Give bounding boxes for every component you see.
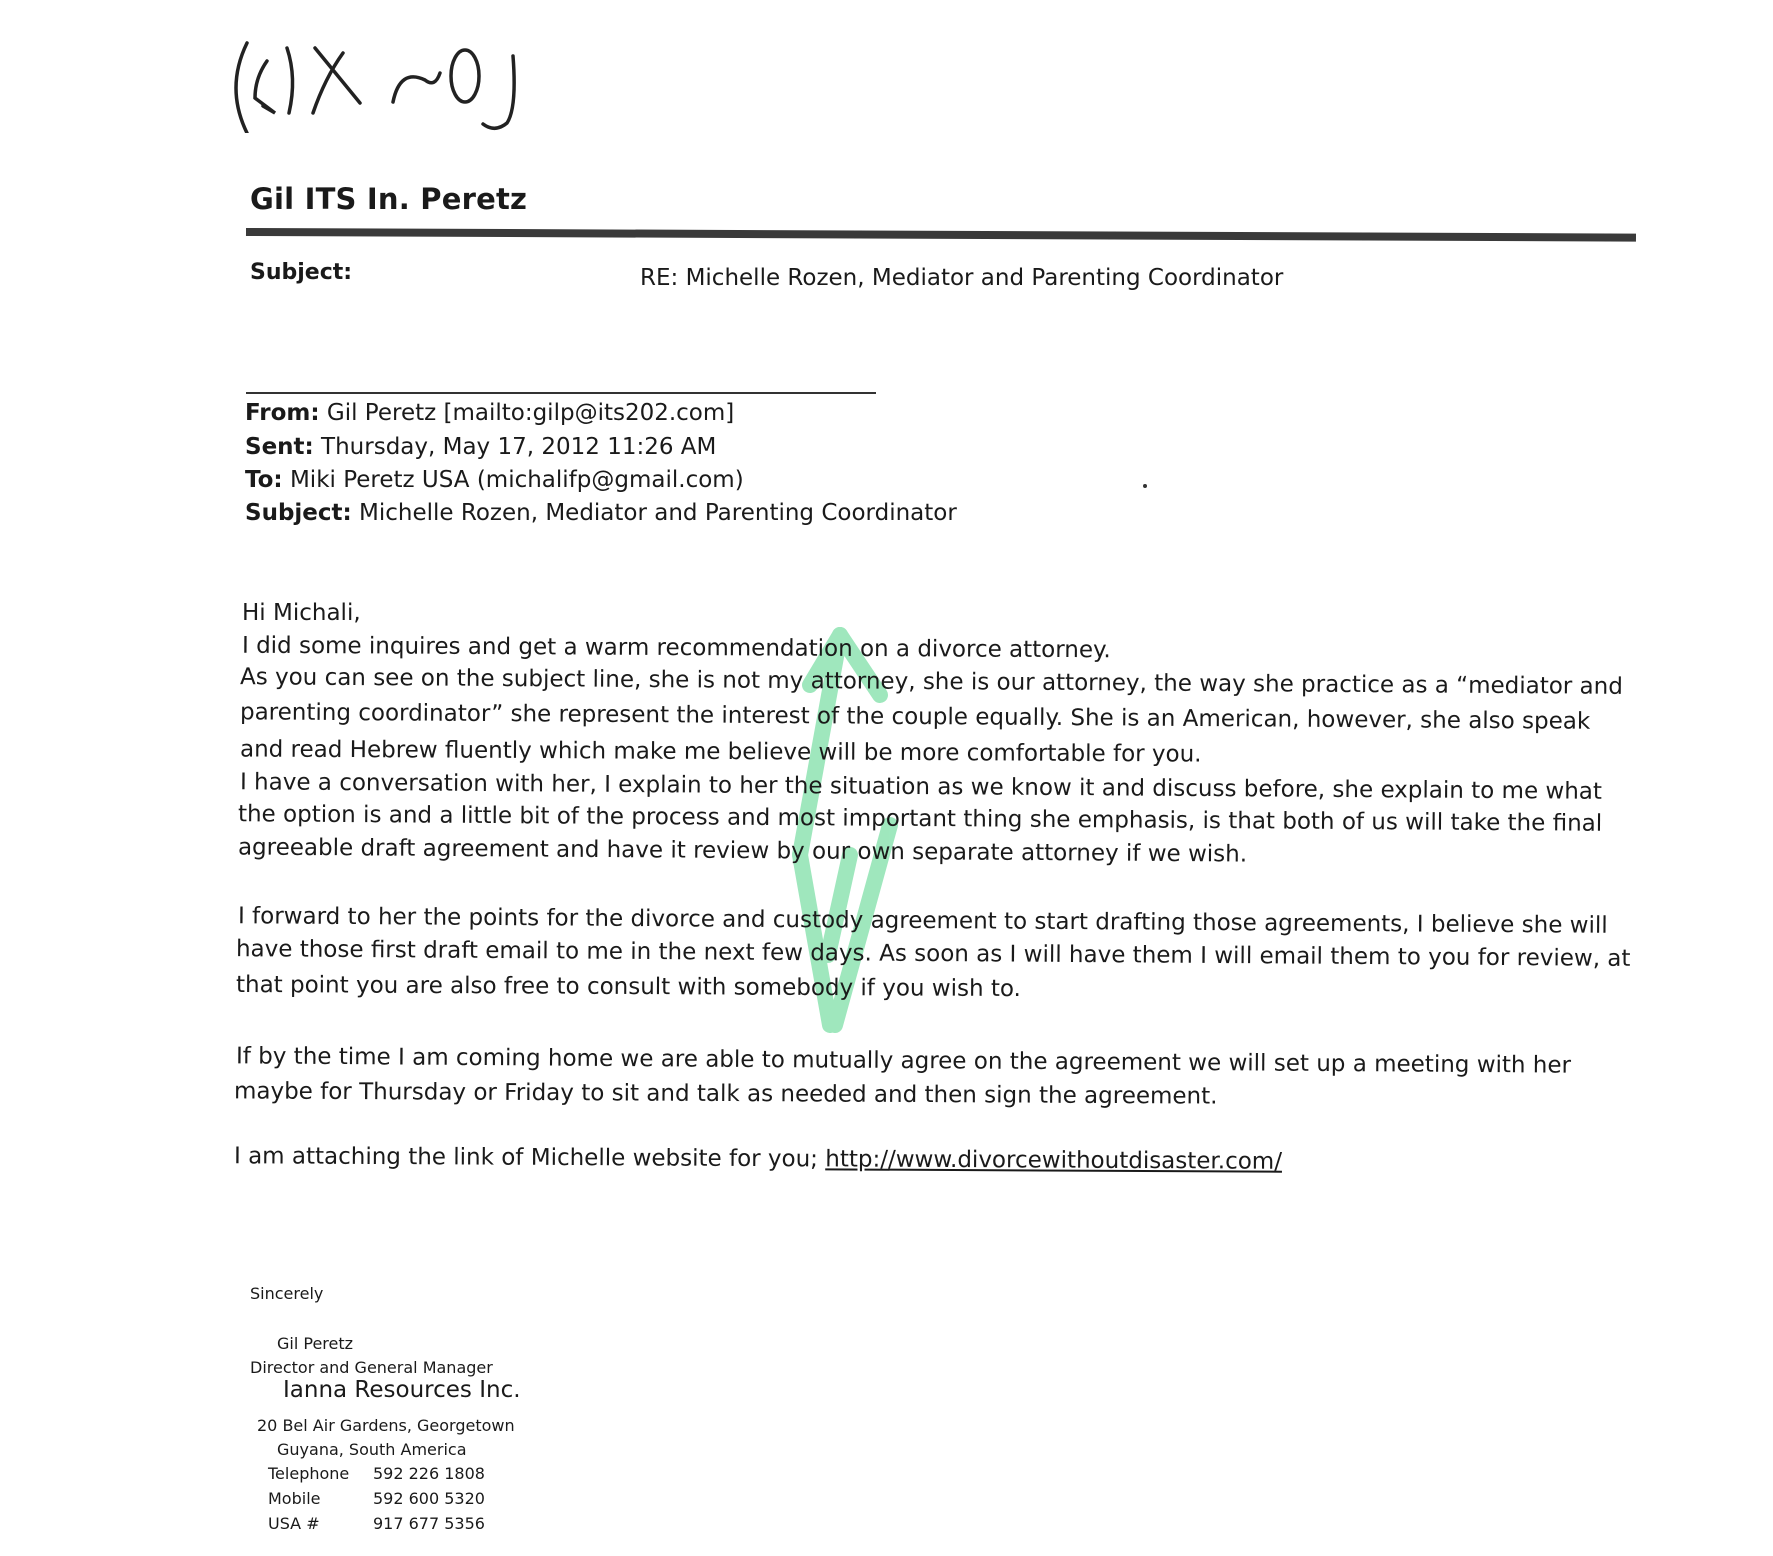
closing-line — [234, 1141, 1282, 1176]
fwd-subject-value: Michelle Rozen, Mediator and Parenting Coordinator — [359, 500, 957, 526]
fwd-subject-line — [245, 496, 957, 530]
body-line: have those first draft email to me in the next few days. As soon as I will have them I will email them to you for review, at — [235, 936, 1631, 972]
signer-name: Gil Peretz — [277, 1334, 354, 1353]
phone-label: Mobile — [268, 1489, 321, 1508]
subject-value: RE: Michelle Rozen, Mediator and Parenting Coordinator — [640, 265, 1284, 291]
phone-number: 917 677 5356 — [373, 1514, 485, 1533]
body-line: maybe for Thursday or Friday to sit and talk as needed and then sign the agreement. — [233, 1078, 1218, 1110]
body-line: I did some inquires and get a warm recommendation on a divorce attorney. — [241, 632, 1111, 664]
sent-value: Thursday, May 17, 2012 11:26 AM — [321, 434, 717, 460]
phone-label: Telephone — [268, 1464, 350, 1483]
title-divider — [246, 228, 1636, 242]
phone-row-telephone — [268, 1462, 485, 1486]
body-line: parenting coordinator” she represent the interest of the couple equally. She is an American, however, she also speak — [239, 699, 1591, 735]
forward-divider — [246, 392, 876, 394]
scan-speck — [1143, 484, 1147, 488]
body-line: and read Hebrew fluently which make me believe will be more comfortable for you. — [239, 736, 1202, 768]
body-line: As you can see on the subject line, she is not my attorney, she is our attorney, the way she practice as a “mediator and — [239, 664, 1623, 700]
phone-label: USA # — [268, 1514, 320, 1533]
body-line: I have a conversation with her, I explain to her the situation as we know it and discuss before, she explain to me what — [239, 769, 1603, 805]
body-line: agreeable draft agreement and have it review by our own separate attorney if we wish. — [237, 834, 1248, 868]
link-intro: I am attaching the link of Michelle website for you; — [233, 1143, 819, 1173]
greeting: Hi Michali, — [242, 600, 361, 626]
address-line-1: 20 Bel Air Gardens, Georgetown — [257, 1416, 515, 1435]
phone-row-usa — [268, 1512, 485, 1536]
body-line: I forward to her the points for the divorce and custody agreement to start drafting those agreements, I believe she will — [237, 903, 1608, 939]
from-value: Gil Peretz [mailto:gilp@its202.com] — [326, 400, 735, 426]
body-line: If by the time I am coming home we are able to mutually agree on the agreement we will set up a meeting with her — [235, 1043, 1572, 1079]
address-line-2: Guyana, South America — [277, 1440, 467, 1459]
body-line: that point you are also free to consult with somebody if you wish to. — [235, 971, 1021, 1003]
sent-line — [245, 430, 716, 464]
to-line — [245, 463, 744, 497]
from-line — [245, 396, 734, 430]
subject-label: Subject: — [250, 260, 353, 285]
sign-off: Sincerely — [250, 1284, 324, 1303]
to-label: To: — [245, 467, 283, 493]
body-line: the option is and a little bit of the process and most important thing she emphasis, is that both of us will take the final — [237, 801, 1603, 837]
phone-number: 592 600 5320 — [373, 1489, 485, 1508]
document-org-title: Gil ITS In. Peretz — [250, 182, 528, 216]
phone-row-mobile — [268, 1487, 485, 1511]
handwritten-annotation — [225, 18, 555, 133]
website-link[interactable]: http://www.divorcewithoutdisaster.com/ — [825, 1146, 1283, 1175]
fwd-subject-label: Subject: — [245, 500, 352, 526]
company-name: Ianna Resources Inc. — [283, 1377, 521, 1403]
phone-number: 592 226 1808 — [373, 1464, 485, 1483]
from-label: From: — [245, 400, 320, 426]
sent-label: Sent: — [245, 434, 314, 460]
to-value: Miki Peretz USA (michalifp@gmail.com) — [289, 467, 744, 493]
signer-title: Director and General Manager — [250, 1358, 493, 1377]
